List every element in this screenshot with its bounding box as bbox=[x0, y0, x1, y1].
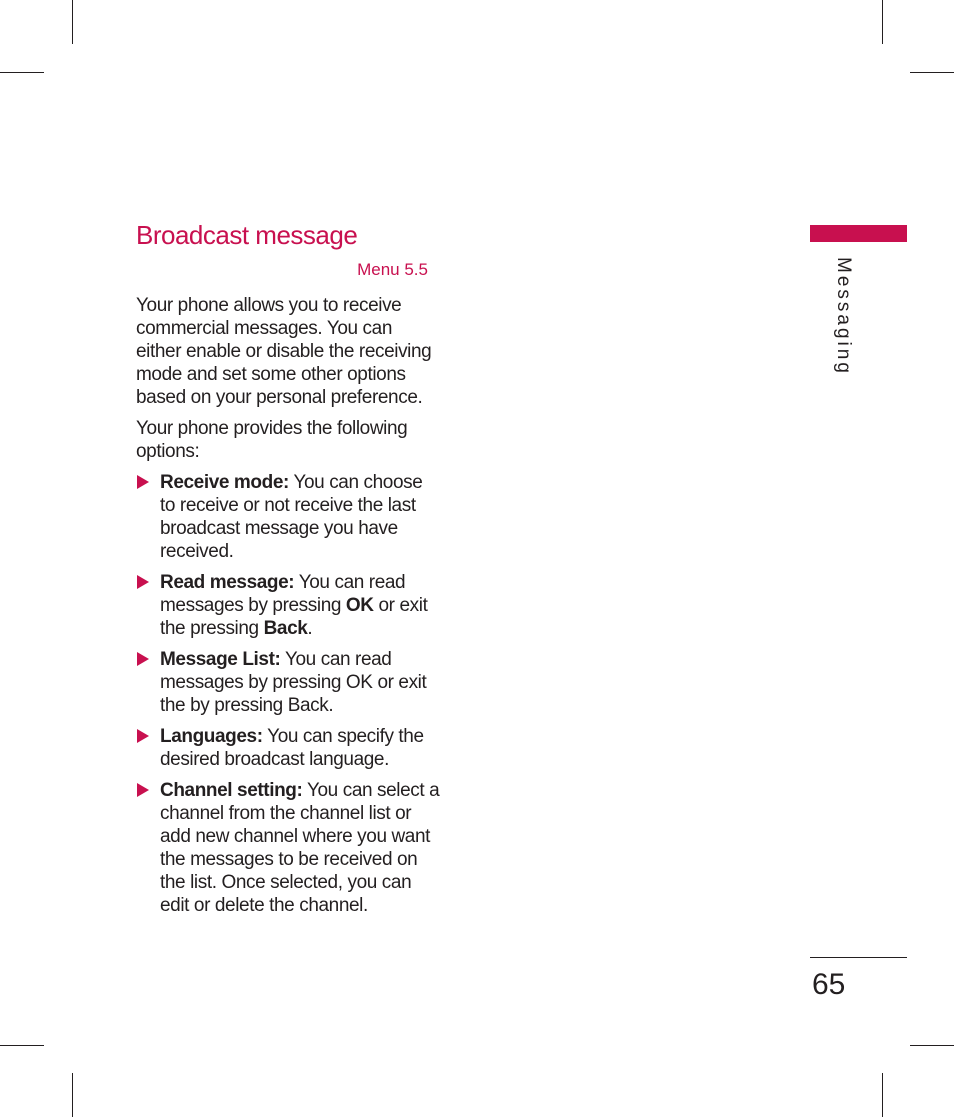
option-term: Channel setting: bbox=[160, 780, 303, 801]
page-number-rule bbox=[810, 957, 907, 958]
key-label: Back bbox=[263, 618, 308, 639]
intro-paragraph: Your phone provides the following options: bbox=[136, 418, 408, 462]
crop-mark bbox=[72, 1073, 73, 1117]
list-item bbox=[136, 648, 440, 717]
page-title: Broadcast message bbox=[136, 220, 358, 250]
section-tab-bar bbox=[810, 225, 907, 242]
list-item bbox=[136, 779, 440, 917]
option-term: Read message: bbox=[160, 572, 295, 593]
option-text: You can read messages by pressing OK or exit the by pressing Back. bbox=[160, 649, 427, 716]
option-text: You can choose to receive or not receive the last broadcast message you have received. bbox=[160, 472, 423, 562]
list-item bbox=[136, 471, 440, 563]
menu-reference: Menu 5.5 bbox=[357, 260, 428, 279]
list-item bbox=[136, 725, 440, 771]
option-text: You can select a channel from the channel list or add new channel where you want the messages to be received on the list. Once selected, you can edit or delete the channel. bbox=[160, 780, 440, 916]
crop-mark bbox=[72, 0, 73, 44]
list-item bbox=[136, 571, 440, 640]
key-label: OK bbox=[345, 595, 374, 616]
option-text: You can specify the desired broadcast language. bbox=[160, 726, 424, 770]
option-term: Languages: bbox=[160, 726, 263, 747]
intro-paragraph: Your phone allows you to receive commercial messages. You can either enable or disable the receiving mode and set some other options based on your personal preference. bbox=[136, 295, 432, 408]
option-text: You can read messages by pressing bbox=[160, 572, 406, 616]
crop-mark bbox=[0, 72, 44, 73]
crop-mark bbox=[0, 1045, 44, 1046]
triangle-bullet-icon bbox=[137, 475, 149, 489]
body-content bbox=[136, 294, 440, 925]
page-number: 65 bbox=[812, 968, 846, 1001]
crop-mark bbox=[910, 1045, 954, 1046]
options-list bbox=[136, 471, 440, 917]
triangle-bullet-icon bbox=[137, 729, 149, 743]
crop-mark bbox=[882, 0, 883, 44]
triangle-bullet-icon bbox=[137, 652, 149, 666]
crop-mark bbox=[882, 1073, 883, 1117]
triangle-bullet-icon bbox=[137, 575, 149, 589]
triangle-bullet-icon bbox=[137, 783, 149, 797]
option-term: Message List: bbox=[160, 649, 281, 670]
option-term: Receive mode: bbox=[160, 472, 289, 493]
option-text: or exit the pressing bbox=[160, 595, 428, 639]
section-tab-label: Messaging bbox=[833, 257, 854, 376]
option-text: . bbox=[307, 618, 313, 639]
crop-mark bbox=[910, 72, 954, 73]
